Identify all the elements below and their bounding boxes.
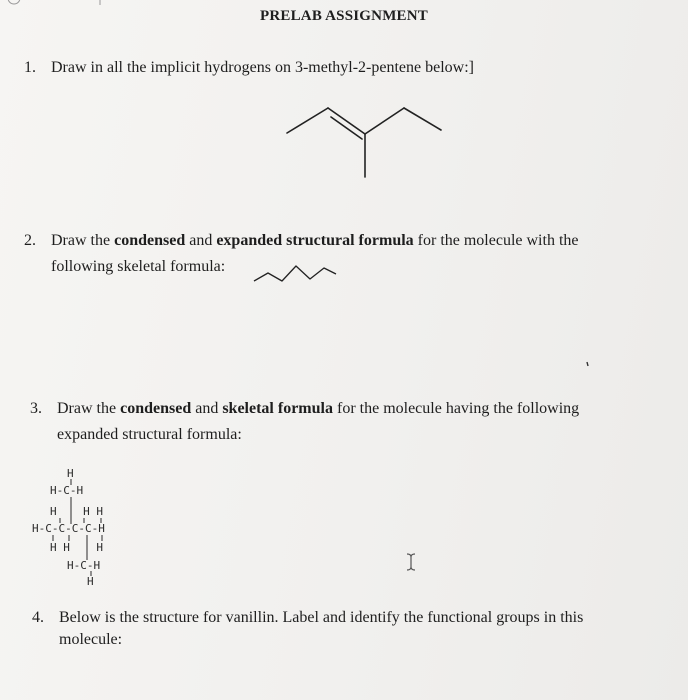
question-number: 4. (32, 609, 44, 626)
question-text-line-1: Below is the structure for vanillin. Label and identify the functional groups in this (59, 609, 584, 626)
bold-text: condensed (114, 232, 186, 249)
text-run: and (185, 232, 217, 249)
page-title: PRELAB ASSIGNMENT (259, 8, 429, 24)
text-run: Draw the (57, 400, 121, 417)
formula-row: H-C-H (50, 484, 84, 497)
question-text: Draw in all the implicit hydrogens on 3-methyl-2-pentene below:] (51, 59, 474, 76)
formula-row: H (87, 575, 94, 588)
question-number: 2. (24, 232, 36, 249)
formula-row: H-C-C-C-C-H (32, 522, 105, 535)
bold-text: expanded structural formula (216, 232, 414, 249)
question-text-line-1 (51, 230, 579, 252)
bold-text: condensed (120, 400, 192, 417)
question-text-line-1 (57, 398, 579, 420)
text-run: for the molecule with the (413, 232, 579, 249)
text-cursor-icon (404, 553, 418, 571)
question-number: 1. (24, 59, 36, 76)
formula-row: H (67, 467, 74, 480)
formula-row: H H H (50, 505, 103, 518)
text-run: for the molecule having the following (332, 400, 580, 417)
question-text-line-2: molecule: (59, 631, 123, 648)
bold-text: skeletal formula (222, 400, 333, 417)
formula-row: H H H (50, 541, 103, 554)
text-run: and (191, 400, 223, 417)
question-text-line-2: expanded structural formula: (57, 426, 242, 443)
formula-row: H-C-H (67, 559, 101, 572)
question-number: 3. (30, 400, 42, 417)
cropped-top-marks (0, 0, 140, 6)
text-run: Draw the (51, 232, 115, 249)
question-text-line-2: following skeletal formula: (51, 258, 226, 275)
